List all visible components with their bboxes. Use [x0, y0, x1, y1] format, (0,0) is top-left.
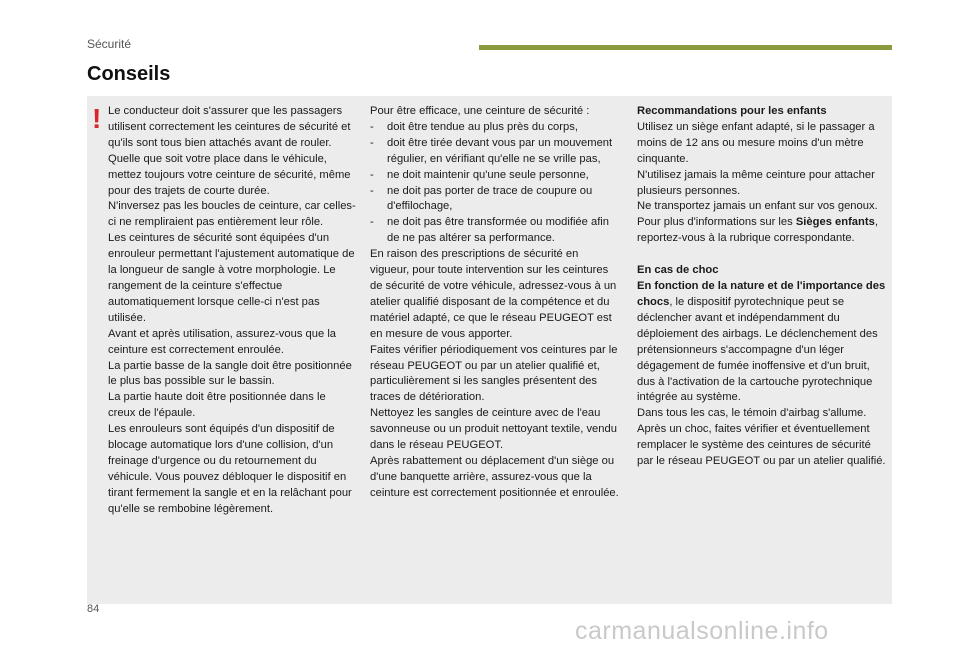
list-dash: - — [370, 120, 374, 133]
paragraph-child-seats: Pour plus d'informations sur les Sièges enfants, reportez-vous à la rubrique correspondante. — [637, 216, 878, 245]
list-item — [370, 184, 620, 216]
list-dash: - — [370, 168, 374, 181]
paragraph: Ne transportez jamais un enfant sur vos genoux. — [637, 200, 878, 213]
section-accent-bar — [479, 45, 892, 50]
paragraph: Après un choc, faites vérifier et éventuellement remplacer le système des ceintures de sécurité par le réseau PEUGEOT ou par un atelier qualifié. — [637, 423, 886, 468]
list-intro: Pour être efficace, une ceinture de sécurité : — [370, 105, 590, 117]
subheading-impact: En cas de choc — [637, 264, 719, 277]
paragraph: Faites vérifier périodiquement vos ceintures par le réseau PEUGEOT ou par un atelier qualifié et, particulièrement si les sangles présentent des traces de détérioration. — [370, 343, 618, 404]
list-item — [370, 215, 620, 247]
list-item-text: ne doit pas être transformée ou modifiée afin de ne pas altérer sa performance. — [387, 216, 610, 245]
paragraph: Le conducteur doit s'assurer que les passagers utilisent correctement les ceintures de sécurité et qu'ils sont tous bien attachés avant de rouler. — [108, 105, 351, 149]
list-item-text: doit être tendue au plus près du corps, — [387, 120, 578, 133]
paragraph: Nettoyez les sangles de ceinture avec de l'eau savonneuse ou un produit nettoyant textile, vendu dans le réseau PEUGEOT. — [370, 407, 617, 452]
list-item-text: ne doit pas porter de trace de coupure ou d'effilochage, — [387, 184, 593, 213]
page-title: Conseils — [87, 63, 171, 85]
section-label: Sécurité — [87, 37, 132, 51]
paragraph: Les enrouleurs sont équipés d'un dispositif de blocage automatique lors d'une collision, d'un freinage d'urgence ou du retournement du véhicule. Vous pouvez débloquer le dispositif en tirant fermement la sangle et en la relâchant pour qu'elle se rembobine légèrement. — [108, 423, 352, 515]
list-dash: - — [370, 136, 374, 149]
warning-icon: ! — [92, 103, 102, 134]
list-item — [370, 120, 620, 136]
list-item-text: ne doit maintenir qu'une seule personne, — [387, 168, 589, 181]
paragraph: En raison des prescriptions de sécurité en vigueur, pour toute intervention sur les ceintures de sécurité de votre véhicule, adressez-vous à un atelier qualifié disposant de la compétence et du matériel adapté, ce que le réseau PEUGEOT est en mesure de vous apporter. — [370, 248, 617, 340]
subheading-children: Recommandations pour les enfants — [637, 105, 827, 117]
list-item-text: doit être tirée devant vous par un mouvement régulier, en vérifiant qu'elle ne se vrille pas, — [387, 136, 613, 165]
watermark: carmanualsonline.info — [575, 617, 829, 645]
paragraph: N'utilisez jamais la même ceinture pour attacher plusieurs personnes. — [637, 168, 875, 197]
paragraph: Après rabattement ou déplacement d'un siège ou d'une banquette arrière, assurez-vous que la ceinture est correctement positionnée et enroulée. — [370, 454, 619, 499]
paragraph: Les ceintures de sécurité sont équipées d'un enrouleur permettant l'ajustement automatique de la longueur de sangle à votre morphologie. Le rangement de la ceinture s'effectue automatiquement lorsque celle-ci n'est pas utilisée. — [108, 232, 355, 324]
paragraph-pyrotechnic: En fonction de la nature et de l'importance des chocs, le dispositif pyrotechnique peut se déclencher avant et indépendamment du déploiement des airbags. Le déclenchement des prétensionneurs s'accompagne d'un léger dégagement de fumée inoffensive et d'un bruit, dus à l'activation de la cartouche pyrotechnique intégrée au système. — [637, 280, 886, 404]
paragraph: La partie haute doit être positionnée dans le creux de l'épaule. — [108, 391, 326, 420]
page-number: 84 — [87, 603, 100, 615]
paragraph: Dans tous les cas, le témoin d'airbag s'allume. — [637, 407, 867, 420]
column-belt-efficiency — [370, 104, 620, 502]
list-dash: - — [370, 216, 374, 229]
list-item — [370, 168, 620, 184]
paragraph: Avant et après utilisation, assurez-vous que la ceinture est correctement enroulée. — [108, 327, 337, 356]
paragraph: Utilisez un siège enfant adapté, si le passager a moins de 12 ans ou mesure moins d'un mètre cinquante. — [637, 120, 875, 165]
paragraph: N'inversez pas les boucles de ceinture, car celles-ci ne rempliraient pas entièrement leur rôle. — [108, 200, 356, 229]
list-dash: - — [370, 184, 374, 197]
paragraph: Quelle que soit votre place dans le véhicule, mettez toujours votre ceinture de sécurité, même pour des trajets de courte durée. — [108, 152, 351, 197]
paragraph: La partie basse de la sangle doit être positionnée le plus bas possible sur le bassin. — [108, 359, 352, 388]
column-children-and-impact — [637, 104, 887, 470]
column-general-advice — [108, 104, 356, 518]
list-item — [370, 136, 620, 168]
